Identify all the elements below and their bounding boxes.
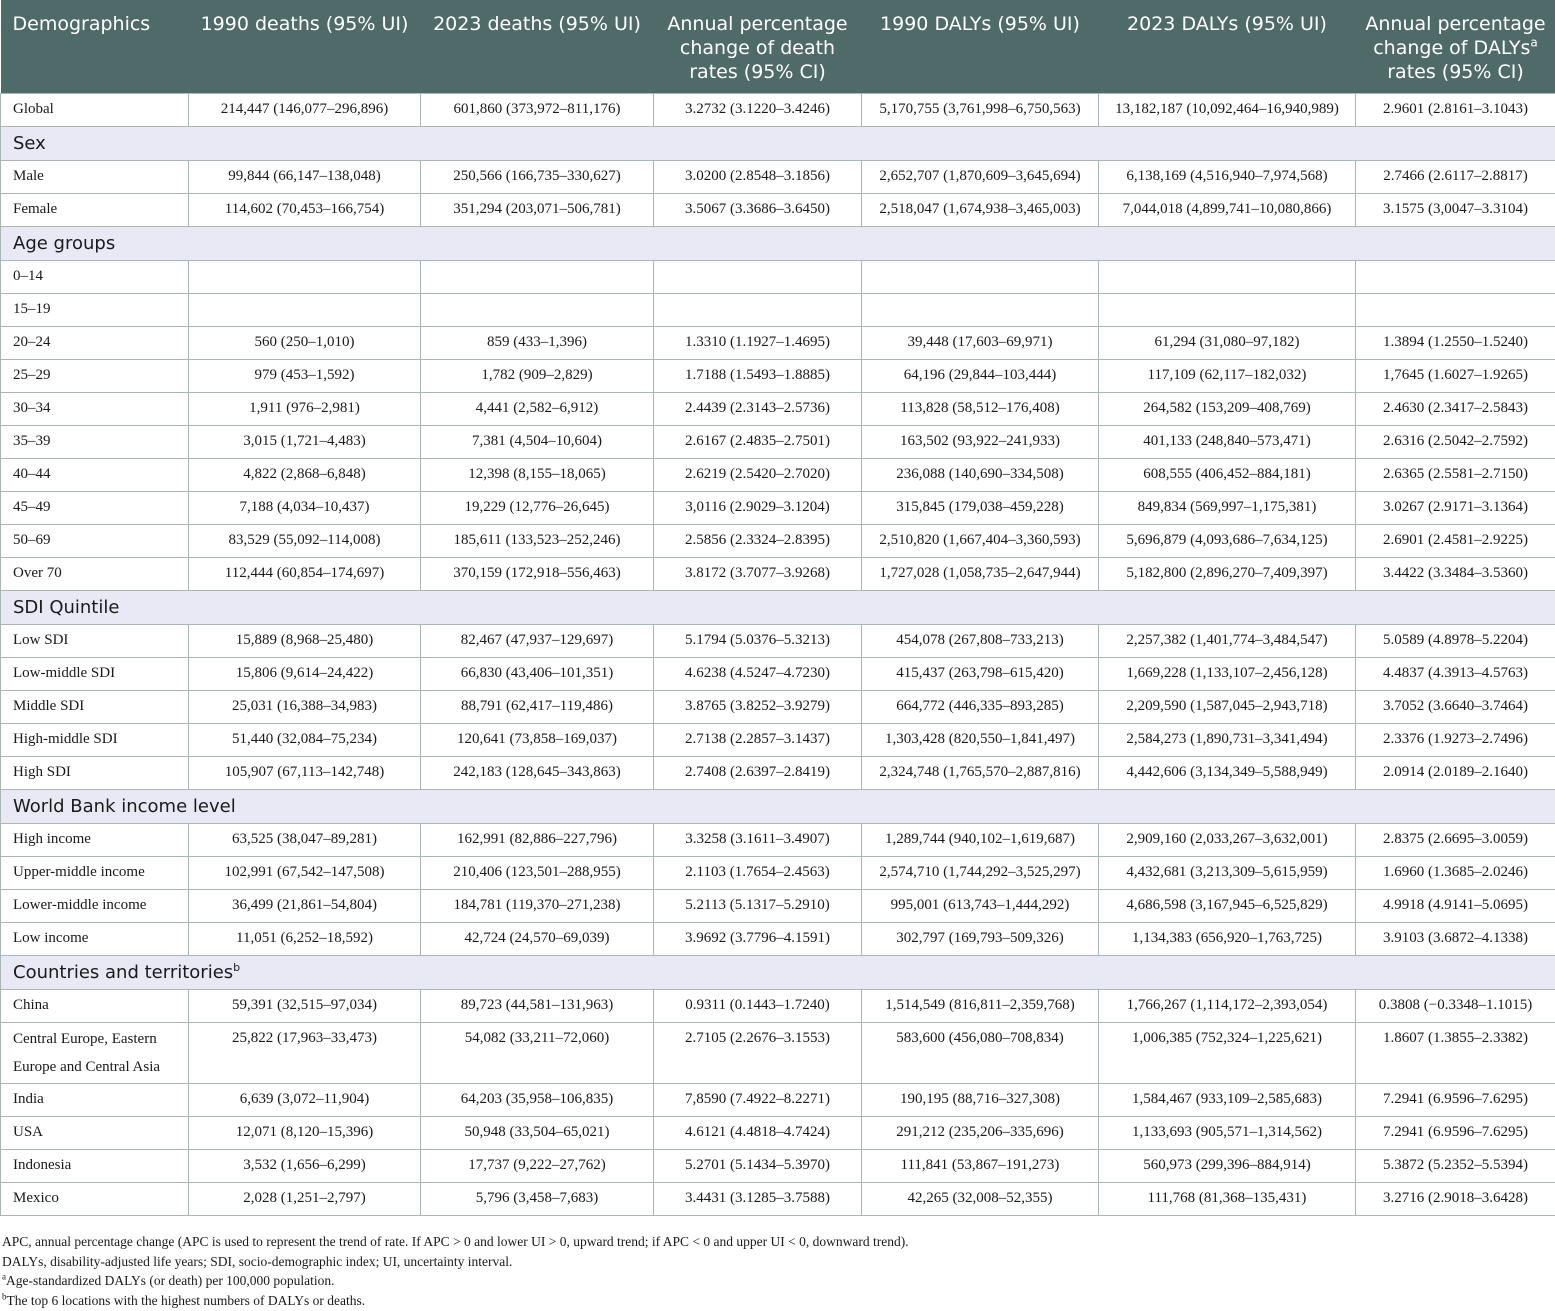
cell-dalys-1990: 236,088 (140,690–334,508) [862, 458, 1099, 491]
cell-demographic: 25–29 [1, 359, 189, 392]
cell-dalys-2023: 2,584,273 (1,890,731–3,341,494) [1099, 723, 1356, 756]
table-body [1, 93, 1555, 1215]
cell-dalys-2023: 608,555 (406,452–884,181) [1099, 458, 1356, 491]
cell-dalys-2023: 117,109 (62,117–182,032) [1099, 359, 1356, 392]
cell-dalys-1990: 42,265 (32,008–52,355) [862, 1182, 1099, 1215]
cell-apc-dalys: 1.3894 (1.2550–1.5240) [1356, 326, 1555, 359]
cell-demographic: Central Europe, Eastern Europe and Central Asia [1, 1022, 189, 1083]
cell-apc-dalys: 2.8375 (2.6695–3.0059) [1356, 823, 1555, 856]
table-row [1, 293, 1555, 326]
cell-dalys-2023: 1,006,385 (752,324–1,225,621) [1099, 1022, 1356, 1083]
cell-dalys-1990: 315,845 (179,038–459,228) [862, 491, 1099, 524]
cell-apc-death: 3.0200 (2.8548–3.1856) [654, 160, 862, 193]
table-row [1, 93, 1555, 126]
table-row [1, 823, 1555, 856]
cell-apc-dalys: 4.4837 (4.3913–4.5763) [1356, 657, 1555, 690]
cell-apc-dalys: 2.6316 (2.5042–2.7592) [1356, 425, 1555, 458]
cell-deaths-2023: 82,467 (47,937–129,697) [421, 624, 654, 657]
section-label: Age groups [13, 232, 116, 254]
cell-demographic: High income [1, 823, 189, 856]
table-row [1, 326, 1555, 359]
cell-deaths-2023: 17,737 (9,222–27,762) [421, 1149, 654, 1182]
cell-dalys-2023: 1,766,267 (1,114,172–2,393,054) [1099, 989, 1356, 1022]
cell-apc-death: 3.3258 (3.1611–3.4907) [654, 823, 862, 856]
cell-deaths-2023: 370,159 (172,918–556,463) [421, 557, 654, 590]
cell-deaths-1990: 83,529 (55,092–114,008) [189, 524, 421, 557]
cell-dalys-1990: 2,574,710 (1,744,292–3,525,297) [862, 856, 1099, 889]
table-row [1, 889, 1555, 922]
cell-deaths-1990: 105,907 (67,113–142,748) [189, 756, 421, 789]
cell-apc-dalys: 5.3872 (5.2352–5.5394) [1356, 1149, 1555, 1182]
header-apc-daly-text-end: rates (95% CI) [1387, 61, 1524, 83]
cell-deaths-2023: 184,781 (119,370–271,238) [421, 889, 654, 922]
cell-deaths-2023: 859 (433–1,396) [421, 326, 654, 359]
cell-apc-dalys: 4.9918 (4.9141–5.0695) [1356, 889, 1555, 922]
header-apc-daly-text: Annual percentage change of DALYs [1365, 13, 1546, 59]
cell-dalys-1990: 2,510,820 (1,667,404–3,360,593) [862, 524, 1099, 557]
cell-demographic: Low income [1, 922, 189, 955]
cell-dalys-2023: 4,686,598 (3,167,945–6,525,829) [1099, 889, 1356, 922]
cell-deaths-1990 [189, 260, 421, 293]
table-row [1, 458, 1555, 491]
cell-demographic: Indonesia [1, 1149, 189, 1182]
cell-apc-dalys: 3.2716 (2.9018–3.6428) [1356, 1182, 1555, 1215]
table-row [1, 524, 1555, 557]
cell-dalys-2023: 1,134,383 (656,920–1,763,725) [1099, 922, 1356, 955]
cell-apc-death: 5.2701 (5.1434–5.3970) [654, 1149, 862, 1182]
cell-deaths-1990: 3,015 (1,721–4,483) [189, 425, 421, 458]
cell-demographic: 45–49 [1, 491, 189, 524]
cell-deaths-1990: 59,391 (32,515–97,034) [189, 989, 421, 1022]
section-row-world-bank-income-level [1, 789, 1555, 823]
cell-deaths-2023: 1,782 (909–2,829) [421, 359, 654, 392]
cell-dalys-2023: 6,138,169 (4,516,940–7,974,568) [1099, 160, 1356, 193]
cell-dalys-1990: 5,170,755 (3,761,998–6,750,563) [862, 93, 1099, 126]
footnote-marker-b: b [2, 1291, 7, 1301]
cell-deaths-2023: 66,830 (43,406–101,351) [421, 657, 654, 690]
cell-deaths-2023 [421, 260, 654, 293]
cell-dalys-1990: 2,518,047 (1,674,938–3,465,003) [862, 193, 1099, 226]
cell-apc-dalys: 1.6960 (1.3685–2.0246) [1356, 856, 1555, 889]
cell-apc-dalys: 1,7645 (1.6027–1.9265) [1356, 359, 1555, 392]
cell-dalys-2023: 2,257,382 (1,401,774–3,484,547) [1099, 624, 1356, 657]
cell-apc-dalys: 2.9601 (2.8161–3.1043) [1356, 93, 1555, 126]
cell-demographic: High-middle SDI [1, 723, 189, 756]
cell-demographic: India [1, 1083, 189, 1116]
table-row [1, 856, 1555, 889]
cell-demographic: Lower-middle income [1, 889, 189, 922]
table-row [1, 690, 1555, 723]
table-row [1, 491, 1555, 524]
cell-dalys-1990: 415,437 (263,798–615,420) [862, 657, 1099, 690]
cell-apc-dalys: 1.8607 (1.3855–2.3382) [1356, 1022, 1555, 1083]
cell-dalys-1990: 454,078 (267,808–733,213) [862, 624, 1099, 657]
cell-deaths-2023: 12,398 (8,155–18,065) [421, 458, 654, 491]
section-heading [1, 955, 1555, 989]
cell-apc-dalys [1356, 293, 1555, 326]
cell-dalys-2023: 264,582 (153,209–408,769) [1099, 392, 1356, 425]
cell-deaths-1990: 63,525 (38,047–89,281) [189, 823, 421, 856]
cell-dalys-1990: 291,212 (235,206–335,696) [862, 1116, 1099, 1149]
section-label: Countries and territories [13, 961, 234, 983]
section-row-sex [1, 126, 1555, 160]
cell-dalys-2023: 849,834 (569,997–1,175,381) [1099, 491, 1356, 524]
cell-deaths-2023: 210,406 (123,501–288,955) [421, 856, 654, 889]
cell-dalys-1990: 163,502 (93,922–241,933) [862, 425, 1099, 458]
cell-apc-dalys: 3.4422 (3.3484–3.5360) [1356, 557, 1555, 590]
cell-deaths-2023: 4,441 (2,582–6,912) [421, 392, 654, 425]
cell-dalys-2023: 61,294 (31,080–97,182) [1099, 326, 1356, 359]
footnote-text: APC, annual percentage change (APC is used to represent the trend of rate. If APC > 0 and lower UI > 0, upward trend; if APC < 0 and upper UI < 0, downward trend). [2, 1234, 909, 1249]
cell-dalys-2023: 560,973 (299,396–884,914) [1099, 1149, 1356, 1182]
cell-deaths-1990: 1,911 (976–2,981) [189, 392, 421, 425]
footnote-line [2, 1291, 1552, 1311]
cell-apc-dalys: 7.2941 (6.9596–7.6295) [1356, 1083, 1555, 1116]
cell-deaths-2023: 19,229 (12,776–26,645) [421, 491, 654, 524]
table-row [1, 1182, 1555, 1215]
header-apc-death-rates: Annual percentage change of death rates (95% CI) [654, 0, 862, 93]
cell-dalys-1990: 113,828 (58,512–176,408) [862, 392, 1099, 425]
cell-apc-dalys: 3.9103 (3.6872–4.1338) [1356, 922, 1555, 955]
cell-demographic: Low SDI [1, 624, 189, 657]
table-row [1, 557, 1555, 590]
footnote-text: The top 6 locations with the highest numbers of DALYs or deaths. [6, 1292, 366, 1308]
header-apc-daly-rates [1356, 0, 1555, 93]
cell-demographic: 15–19 [1, 293, 189, 326]
header-2023-dalys: 2023 DALYs (95% UI) [1099, 0, 1356, 93]
header-1990-dalys: 1990 DALYs (95% UI) [862, 0, 1099, 93]
cell-deaths-1990: 15,889 (8,968–25,480) [189, 624, 421, 657]
cell-dalys-2023: 7,044,018 (4,899,741–10,080,866) [1099, 193, 1356, 226]
cell-demographic: Low-middle SDI [1, 657, 189, 690]
section-row-sdi-quintile [1, 590, 1555, 624]
cell-dalys-2023 [1099, 293, 1356, 326]
cell-deaths-1990: 36,499 (21,861–54,804) [189, 889, 421, 922]
header-row [1, 0, 1555, 93]
cell-deaths-1990: 6,639 (3,072–11,904) [189, 1083, 421, 1116]
footnote-marker-a: a [1530, 35, 1538, 50]
cell-dalys-2023: 4,432,681 (3,213,309–5,615,959) [1099, 856, 1356, 889]
cell-apc-death: 3.9692 (3.7796–4.1591) [654, 922, 862, 955]
cell-apc-death: 2.1103 (1.7654–2.4563) [654, 856, 862, 889]
section-row-age-groups [1, 226, 1555, 260]
cell-demographic: Global [1, 93, 189, 126]
cell-apc-death: 3.5067 (3.3686–3.6450) [654, 193, 862, 226]
cell-demographic: Over 70 [1, 557, 189, 590]
cell-dalys-1990 [862, 293, 1099, 326]
cell-deaths-1990: 25,031 (16,388–34,983) [189, 690, 421, 723]
cell-deaths-1990: 102,991 (67,542–147,508) [189, 856, 421, 889]
table-row [1, 1149, 1555, 1182]
footnote-text: DALYs, disability-adjusted life years; SDI, socio-demographic index; UI, uncertainty interval. [2, 1253, 513, 1269]
table-row [1, 260, 1555, 293]
cell-demographic: Middle SDI [1, 690, 189, 723]
cell-deaths-1990 [189, 293, 421, 326]
cell-deaths-1990: 979 (453–1,592) [189, 359, 421, 392]
cell-apc-death: 1.3310 (1.1927–1.4695) [654, 326, 862, 359]
table-row [1, 922, 1555, 955]
cell-apc-death: 3,0116 (2.9029–3.1204) [654, 491, 862, 524]
cell-deaths-1990: 7,188 (4,034–10,437) [189, 491, 421, 524]
table-row [1, 989, 1555, 1022]
cell-dalys-1990: 1,289,744 (940,102–1,619,687) [862, 823, 1099, 856]
section-heading [1, 590, 1555, 624]
cell-deaths-1990: 99,844 (66,147–138,048) [189, 160, 421, 193]
cell-apc-death: 2.5856 (2.3324–2.8395) [654, 524, 862, 557]
cell-apc-death: 0.9311 (0.1443–1.7240) [654, 989, 862, 1022]
cell-deaths-1990: 2,028 (1,251–2,797) [189, 1182, 421, 1215]
cell-dalys-1990: 664,772 (446,335–893,285) [862, 690, 1099, 723]
cell-apc-dalys: 2.6901 (2.4581–2.9225) [1356, 524, 1555, 557]
cell-deaths-2023: 5,796 (3,458–7,683) [421, 1182, 654, 1215]
cell-deaths-2023: 120,641 (73,858–169,037) [421, 723, 654, 756]
cell-dalys-2023: 1,669,228 (1,133,107–2,456,128) [1099, 657, 1356, 690]
table-row [1, 1022, 1555, 1083]
cell-demographic: Male [1, 160, 189, 193]
cell-deaths-2023: 88,791 (62,417–119,486) [421, 690, 654, 723]
cell-demographic: 20–24 [1, 326, 189, 359]
header-demographics: Demographics [1, 0, 189, 93]
section-heading [1, 789, 1555, 823]
table-row [1, 756, 1555, 789]
cell-apc-dalys: 2.0914 (2.0189–2.1640) [1356, 756, 1555, 789]
table-row [1, 1083, 1555, 1116]
cell-dalys-2023 [1099, 260, 1356, 293]
section-heading [1, 226, 1555, 260]
cell-dalys-1990 [862, 260, 1099, 293]
cell-deaths-1990: 12,071 (8,120–15,396) [189, 1116, 421, 1149]
cell-dalys-1990: 302,797 (169,793–509,326) [862, 922, 1099, 955]
cell-demographic: Mexico [1, 1182, 189, 1215]
cell-deaths-1990: 11,051 (6,252–18,592) [189, 922, 421, 955]
cell-deaths-1990: 25,822 (17,963–33,473) [189, 1022, 421, 1083]
table-row [1, 723, 1555, 756]
cell-apc-death: 3.4431 (3.1285–3.7588) [654, 1182, 862, 1215]
footnote-marker-b: b [233, 960, 241, 974]
cell-apc-death: 5.2113 (5.1317–5.2910) [654, 889, 862, 922]
cell-dalys-2023: 13,182,187 (10,092,464–16,940,989) [1099, 93, 1356, 126]
cell-dalys-2023: 1,133,693 (905,571–1,314,562) [1099, 1116, 1356, 1149]
cell-demographic: 35–39 [1, 425, 189, 458]
section-label: SDI Quintile [13, 596, 120, 618]
cell-dalys-1990: 39,448 (17,603–69,971) [862, 326, 1099, 359]
cell-dalys-1990: 583,600 (456,080–708,834) [862, 1022, 1099, 1083]
cell-deaths-1990: 51,440 (32,084–75,234) [189, 723, 421, 756]
cell-dalys-2023: 1,584,467 (933,109–2,585,683) [1099, 1083, 1356, 1116]
cell-demographic: 50–69 [1, 524, 189, 557]
table-row [1, 657, 1555, 690]
cell-apc-death: 2.7138 (2.2857–3.1437) [654, 723, 862, 756]
cell-demographic: 0–14 [1, 260, 189, 293]
cell-apc-death: 5.1794 (5.0376–5.3213) [654, 624, 862, 657]
cell-dalys-2023: 401,133 (248,840–573,471) [1099, 425, 1356, 458]
cell-deaths-1990: 4,822 (2,868–6,848) [189, 458, 421, 491]
cell-deaths-2023: 42,724 (24,570–69,039) [421, 922, 654, 955]
cell-demographic: USA [1, 1116, 189, 1149]
cell-apc-dalys: 3.7052 (3.6640–3.7464) [1356, 690, 1555, 723]
cell-apc-death: 2.7105 (2.2676–3.1553) [654, 1022, 862, 1083]
cell-dalys-2023: 5,182,800 (2,896,270–7,409,397) [1099, 557, 1356, 590]
footnote-line [2, 1271, 1552, 1291]
cell-deaths-2023: 601,860 (373,972–811,176) [421, 93, 654, 126]
cell-demographic: 40–44 [1, 458, 189, 491]
cell-apc-dalys [1356, 260, 1555, 293]
cell-deaths-2023: 7,381 (4,504–10,604) [421, 425, 654, 458]
table-header [1, 0, 1555, 93]
cell-dalys-2023: 111,768 (81,368–135,431) [1099, 1182, 1356, 1215]
section-heading [1, 126, 1555, 160]
footnote-marker-a: a [2, 1271, 6, 1282]
cell-dalys-1990: 1,514,549 (816,811–2,359,768) [862, 989, 1099, 1022]
cell-dalys-1990: 1,303,428 (820,550–1,841,497) [862, 723, 1099, 756]
cell-deaths-1990: 214,447 (146,077–296,896) [189, 93, 421, 126]
cell-apc-death: 3.2732 (3.1220–3.4246) [654, 93, 862, 126]
cell-deaths-1990: 3,532 (1,656–6,299) [189, 1149, 421, 1182]
cell-apc-death: 2.7408 (2.6397–2.8419) [654, 756, 862, 789]
cell-deaths-1990: 15,806 (9,614–24,422) [189, 657, 421, 690]
cell-apc-dalys: 3.0267 (2.9171–3.1364) [1356, 491, 1555, 524]
cell-deaths-1990: 560 (250–1,010) [189, 326, 421, 359]
cell-apc-dalys: 2.6365 (2.5581–2.7150) [1356, 458, 1555, 491]
cell-apc-death: 4.6121 (4.4818–4.7424) [654, 1116, 862, 1149]
table-row [1, 193, 1555, 226]
cell-deaths-2023 [421, 293, 654, 326]
cell-deaths-2023: 185,611 (133,523–252,246) [421, 524, 654, 557]
cell-dalys-2023: 2,209,590 (1,587,045–2,943,718) [1099, 690, 1356, 723]
table-footnotes [2, 1232, 1552, 1310]
cell-apc-death: 1.7188 (1.5493–1.8885) [654, 359, 862, 392]
cell-deaths-2023: 250,566 (166,735–330,627) [421, 160, 654, 193]
cell-apc-death [654, 260, 862, 293]
cell-dalys-1990: 995,001 (613,743–1,444,292) [862, 889, 1099, 922]
cell-dalys-2023: 5,696,879 (4,093,686–7,634,125) [1099, 524, 1356, 557]
cell-apc-death [654, 293, 862, 326]
section-row-countries-and-territories [1, 955, 1555, 989]
cell-dalys-1990: 190,195 (88,716–327,308) [862, 1083, 1099, 1116]
cell-apc-dalys: 3.1575 (3,0047–3.3104) [1356, 193, 1555, 226]
section-label: World Bank income level [13, 795, 236, 817]
cell-apc-death: 7,8590 (7.4922–8.2271) [654, 1083, 862, 1116]
cell-deaths-2023: 54,082 (33,211–72,060) [421, 1022, 654, 1083]
cell-apc-death: 2.4439 (2.3143–2.5736) [654, 392, 862, 425]
header-1990-deaths: 1990 deaths (95% UI) [189, 0, 421, 93]
cell-deaths-2023: 50,948 (33,504–65,021) [421, 1116, 654, 1149]
cell-apc-death: 2.6219 (2.5420–2.7020) [654, 458, 862, 491]
cell-apc-death: 4.6238 (4.5247–4.7230) [654, 657, 862, 690]
cell-deaths-2023: 162,991 (82,886–227,796) [421, 823, 654, 856]
table-row [1, 425, 1555, 458]
cell-apc-death: 3.8172 (3.7077–3.9268) [654, 557, 862, 590]
cell-demographic: Female [1, 193, 189, 226]
cell-deaths-1990: 112,444 (60,854–174,697) [189, 557, 421, 590]
footnote-line [2, 1232, 1552, 1252]
cell-dalys-1990: 111,841 (53,867–191,273) [862, 1149, 1099, 1182]
section-label: Sex [13, 132, 46, 154]
cell-apc-dalys: 7.2941 (6.9596–7.6295) [1356, 1116, 1555, 1149]
cell-apc-dalys: 2.7466 (2.6117–2.8817) [1356, 160, 1555, 193]
cell-deaths-2023: 351,294 (203,071–506,781) [421, 193, 654, 226]
table-row [1, 392, 1555, 425]
cell-dalys-1990: 2,324,748 (1,765,570–2,887,816) [862, 756, 1099, 789]
cell-deaths-1990: 114,602 (70,453–166,754) [189, 193, 421, 226]
footnote-line [2, 1252, 1552, 1272]
header-2023-deaths: 2023 deaths (95% UI) [421, 0, 654, 93]
cell-dalys-2023: 2,909,160 (2,033,267–3,632,001) [1099, 823, 1356, 856]
cell-apc-dalys: 5.0589 (4.8978–5.2204) [1356, 624, 1555, 657]
cell-demographic: China [1, 989, 189, 1022]
table-row [1, 359, 1555, 392]
cell-deaths-2023: 242,183 (128,645–343,863) [421, 756, 654, 789]
cell-demographic: High SDI [1, 756, 189, 789]
table-row [1, 624, 1555, 657]
cell-dalys-1990: 1,727,028 (1,058,735–2,647,944) [862, 557, 1099, 590]
cell-apc-dalys: 2.3376 (1.9273–2.7496) [1356, 723, 1555, 756]
cell-demographic: Upper-middle income [1, 856, 189, 889]
cell-dalys-1990: 64,196 (29,844–103,444) [862, 359, 1099, 392]
cell-apc-death: 2.6167 (2.4835–2.7501) [654, 425, 862, 458]
cell-apc-dalys: 0.3808 (−0.3348–1.1015) [1356, 989, 1555, 1022]
cell-dalys-1990: 2,652,707 (1,870,609–3,645,694) [862, 160, 1099, 193]
footnote-text: Age-standardized DALYs (or death) per 100,000 population. [6, 1273, 335, 1288]
table-row [1, 160, 1555, 193]
cell-dalys-2023: 4,442,606 (3,134,349–5,588,949) [1099, 756, 1356, 789]
table-row [1, 1116, 1555, 1149]
cell-apc-death: 3.8765 (3.8252–3.9279) [654, 690, 862, 723]
cell-demographic: 30–34 [1, 392, 189, 425]
cell-deaths-2023: 89,723 (44,581–131,963) [421, 989, 654, 1022]
cell-apc-dalys: 2.4630 (2.3417–2.5843) [1356, 392, 1555, 425]
cell-deaths-2023: 64,203 (35,958–106,835) [421, 1083, 654, 1116]
